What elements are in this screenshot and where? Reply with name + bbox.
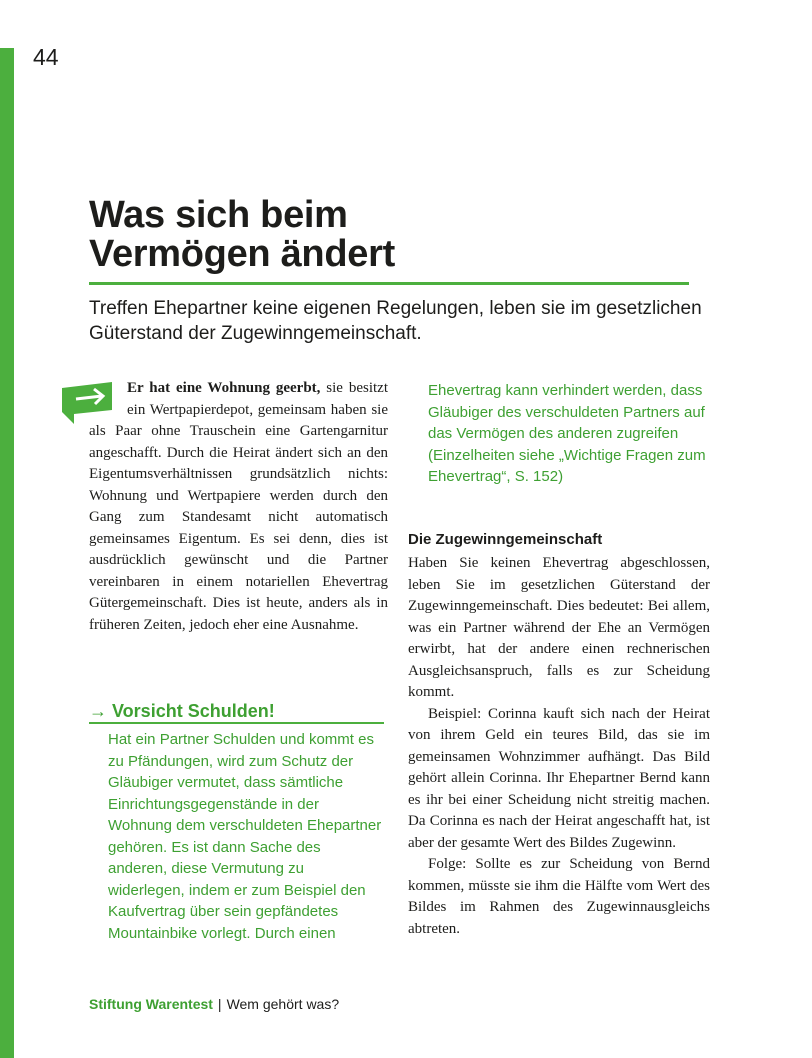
- right-paragraph-2: Beispiel: Corinna kauft sich nach der Heirat von ihrem Geld ein teures Bild, das sie im gemeinsamen Wohnzimmer aufhängt. Das Bild gehört allein Corinna. Ihr Ehepartner Bernd kann es ihr bei einer Scheidung nicht streitig machen. Da Corinna es nach der Heirat angeschafft hat, ist aber der gesamte Wert des Bildes Zugewinn.: [408, 705, 710, 851]
- right-column-body: [408, 553, 710, 940]
- box-text-part2: Ehevertrag kann verhindert werden, dass Gläubiger des verschuldeten Partners auf das Vermögen des anderen zugreifen (Einzelheiten siehe „Wichtige Fragen zum Ehevertrag“, S. 152): [428, 382, 706, 485]
- page-title-line1: Was sich beim: [89, 194, 348, 236]
- lead-paragraph: Treffen Ehepartner keine eigenen Regelungen, leben sie im gesetzlichen Güterstand der Zugewinngemeinschaft.: [89, 298, 702, 344]
- left-column-text: sie besitzt ein Wertpapierdepot, gemeinsam haben sie als Paar ohne Trauschein eine Gartengarnitur angeschafft. Durch die Heirat ändert sich an den Eigentumsverhältnissen grundsätzlich nichts: Wohnung und Wertpapiere werden durch den Gang zum Standesamt nicht automatisch gemeinsames Eigentum. Es sei denn, dies ist ausdrücklich gewünscht und die Partner vereinbaren in einem notariellen Ehevertrag Gütergemeinschaft. Dies ist heute, anders als in früheren Zeiten, jedoch eher eine Ausnahme.: [89, 380, 388, 633]
- lead-in: Er hat eine Wohnung geerbt,: [127, 380, 321, 396]
- arrow-right-icon: →: [89, 701, 107, 721]
- footer-book-title: Wem gehört was?: [226, 996, 340, 1012]
- footer-brand: Stiftung Warentest: [89, 996, 213, 1012]
- page-title: [89, 196, 689, 274]
- section-heading: Die Zugewinngemeinschaft: [408, 531, 603, 548]
- title-rule: [89, 282, 689, 285]
- box-text-part1: Hat ein Partner Schulden und kommt es zu Pfändungen, wird zum Schutz der Gläubiger vermutet, dass sämtliche Einrichtungsgegenstände in der Wohnung dem verschuldeten Ehepartner gehören. Es ist dann Sache des anderen, diese Vermutung zu widerlegen, indem er zum Beispiel den Kaufvertrag über sein gepfändetes Mountainbike vorlegt. Durch einen: [108, 731, 382, 942]
- footer: [89, 996, 339, 1012]
- right-paragraph-1: Haben Sie keinen Ehevertrag abgeschlossen, leben Sie im gesetzlichen Güterstand der Zugewinngemeinschaft. Dies bedeutet: Bei allem, was ein Partner während der Ehe an Vermögen erwirbt, hat der andere einen rechnerischen Ausgleichsanspruch, falls es zur Scheidung kommt.: [408, 555, 710, 700]
- footer-separator: |: [217, 996, 222, 1012]
- page-number: 44: [33, 44, 59, 70]
- page-edge-bar: [0, 48, 14, 1058]
- box-title-text: Vorsicht Schulden!: [112, 701, 275, 721]
- left-column-paragraph: [89, 378, 388, 636]
- box-rule: [89, 722, 384, 724]
- right-paragraph-3: Folge: Sollte es zur Scheidung von Bernd kommen, müsste sie ihm die Hälfte vom Wert des Bildes im Rahmen des Zugewinnausgleichs abtreten.: [408, 856, 710, 937]
- page-title-line2: Vermögen ändert: [89, 233, 395, 275]
- box-title: [89, 701, 384, 722]
- left-column-body: [89, 378, 388, 636]
